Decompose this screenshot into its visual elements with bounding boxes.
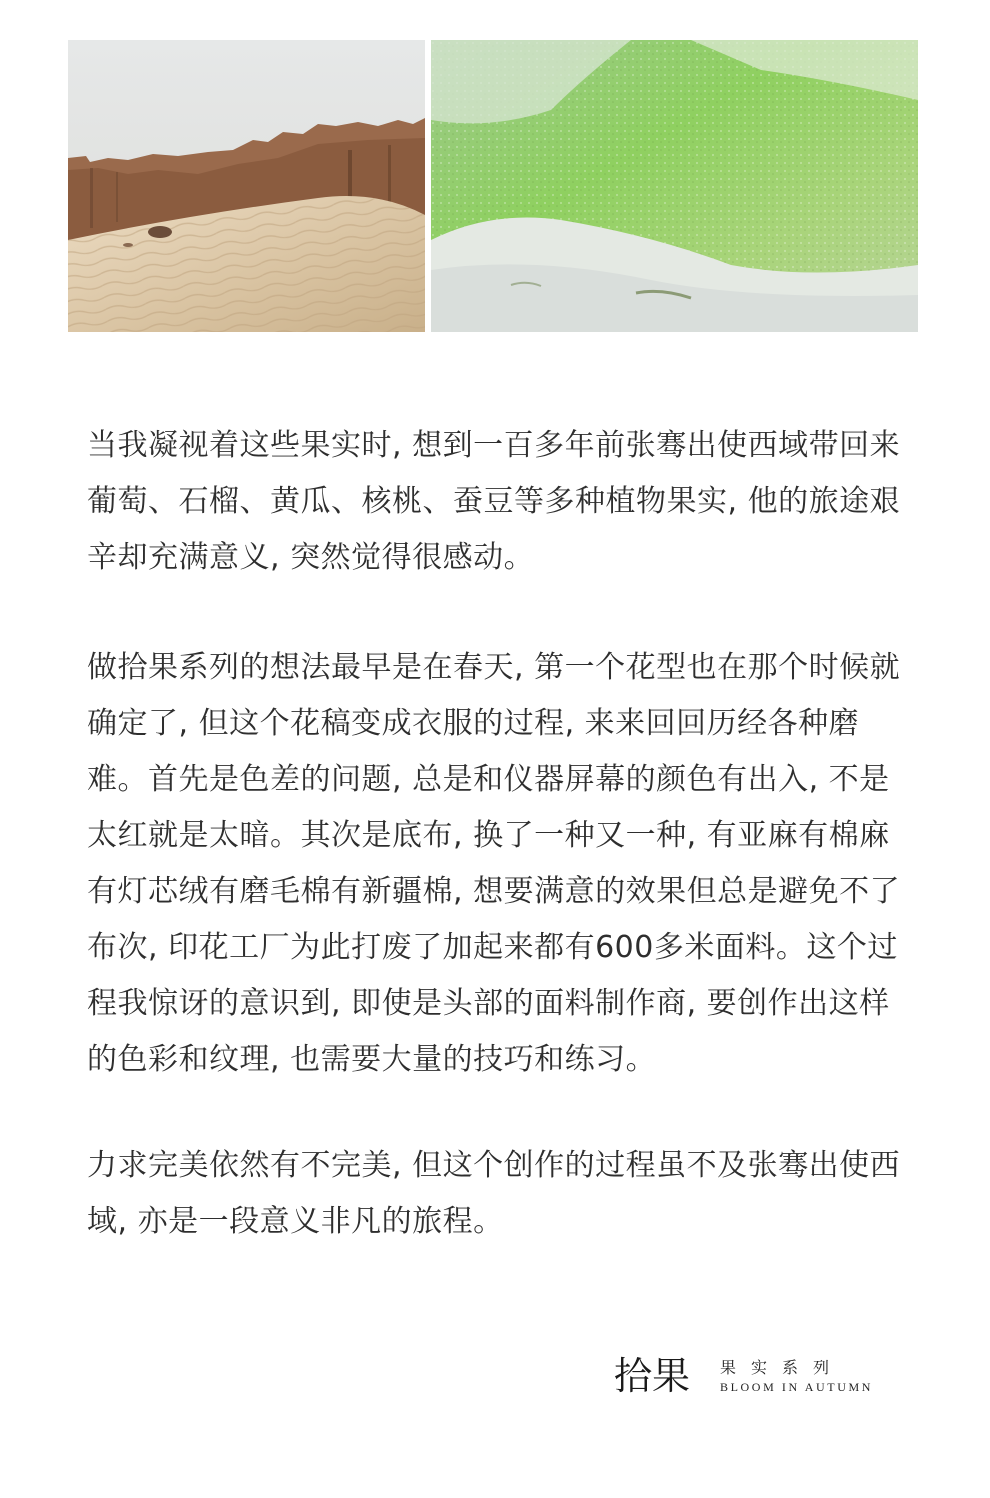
paragraph-3: 力求完美依然有不完美, 但这个创作的过程虽不及张骞出使西域, 亦是一段意义非凡的旅程。 bbox=[87, 1148, 901, 1239]
brand-signature bbox=[614, 1352, 904, 1402]
brand-title: 拾果 bbox=[614, 1354, 691, 1398]
paragraph-1: 当我凝视着这些果实时, 想到一百多年前张骞出使西域带回来葡萄、石榴、黄瓜、核桃、蚕豆等多种植物果实, 他的旅途艰辛却充满意义, 突然觉得很感动。 bbox=[87, 428, 901, 575]
brand-english-tagline: BLOOM IN AUTUMN bbox=[720, 1380, 873, 1394]
brand-subtitle: 果实系列 bbox=[720, 1358, 845, 1377]
paragraph-2: 做拾果系列的想法最早是在春天, 第一个花型也在那个时候就确定了, 但这个花稿变成衣服的过程, 来来回回历经各种磨难。首先是色差的问题, 总是和仪器屏幕的颜色有出入, 不是太红就是太暗。其次是底布, 换了一种又一种, 有亚麻有棉麻有灯芯绒有磨毛棉有新疆棉, 想要满意的效果但总是避免不了布次, 印花工厂为此打废了加起来都有600多米面料。这个过程我惊讶的意识到, 即使是头部的面料制作商, 要创作出这样的色彩和纹理, 也需要大量的技巧和练习。 bbox=[87, 650, 901, 1077]
green-salt-lake-photo bbox=[431, 40, 918, 332]
desert-ruins-photo bbox=[68, 40, 425, 332]
